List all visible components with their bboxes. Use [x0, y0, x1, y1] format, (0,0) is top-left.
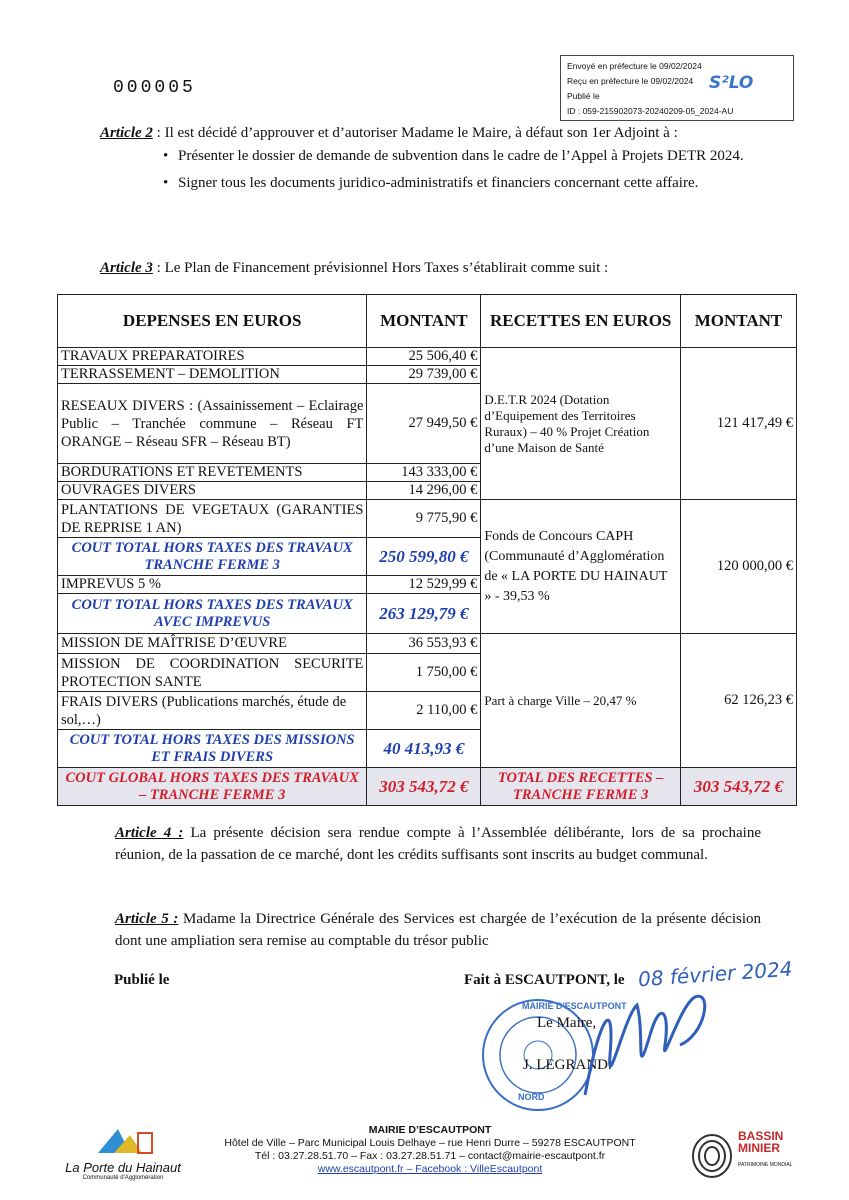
bassin-minier-sub: PATRIMOINE MONDIAL	[738, 1162, 793, 1168]
publie-le: Publié le	[114, 972, 170, 988]
table-header-row	[58, 295, 797, 348]
expense-subtotal-label: COUT TOTAL HORS TAXES DES TRAVAUX TRANCHE FERME 3	[58, 538, 367, 576]
bassin-minier-logo	[690, 1128, 800, 1184]
expense-subtotal-amount: 40 413,93 €	[367, 730, 481, 768]
recette-amount: 62 126,23 €	[681, 634, 797, 768]
article-5	[115, 908, 761, 952]
expense-label: TERRASSEMENT – DEMOLITION	[58, 366, 367, 384]
expense-subtotal-label: COUT TOTAL HORS TAXES DES MISSIONS ET FRAIS DIVERS	[58, 730, 367, 768]
seal-bottom-text: NORD	[518, 1092, 545, 1102]
article-2-label: Article 2	[100, 125, 153, 141]
recette-label: Part à charge Ville – 20,47 %	[481, 634, 681, 768]
article-3-text: : Le Plan de Financement prévisionnel Hors Taxes s’établirait comme suit :	[152, 260, 609, 276]
stamp-published: Publié le	[567, 91, 600, 101]
article-3-label: Article 3	[100, 260, 153, 276]
table-row	[58, 500, 797, 538]
article-5-text: Madame la Directrice Générale des Services est chargée de l’exécution de la présente décision dont une ampliation sera remise au comptable du trésor public	[115, 911, 761, 949]
list-item: • Signer tous les documents juridico-administratifs et financiers concernant cette affaire.	[178, 173, 760, 194]
expense-amount: 143 333,00 €	[367, 464, 481, 482]
article-2	[100, 123, 760, 200]
header-depenses: DEPENSES EN EUROS	[58, 295, 367, 348]
stamp-signature: S²LO	[709, 73, 754, 93]
expense-amount: 1 750,00 €	[367, 654, 481, 692]
expense-amount: 36 553,93 €	[367, 634, 481, 654]
expense-amount: 2 110,00 €	[367, 692, 481, 730]
la-porte-du-hainaut-logo	[48, 1125, 198, 1181]
footer-contact: Tél : 03.27.28.51.70 – Fax : 03.27.28.51.71 – contact@mairie-escautpont.fr	[254, 1150, 606, 1162]
article-3	[100, 258, 760, 279]
footer-address: Hôtel de Ville – Parc Municipal Louis Delhaye – rue Henri Durre – 59278 ESCAUTPONT	[224, 1137, 636, 1149]
global-expense-amount: 303 543,72 €	[367, 768, 481, 806]
footer-title: MAIRIE D’ESCAUTPONT	[368, 1124, 492, 1136]
expense-label: FRAIS DIVERS (Publications marchés, étude de sol,…)	[58, 692, 367, 730]
hainaut-logo-icon	[88, 1125, 158, 1155]
expense-subtotal-amount: 250 599,80 €	[367, 538, 481, 576]
table-row	[58, 634, 797, 654]
stamp-sent: Envoyé en préfecture le 09/02/2024	[567, 61, 702, 71]
handwritten-date: 08 février 2024	[637, 956, 794, 992]
recette-label: D.E.T.R 2024 (Dotation d’Equipement des Territoires Ruraux) – 40 % Projet Création d’une Maison de Santé	[481, 348, 681, 500]
expense-label: MISSION DE COORDINATION SECURITE PROTECTION SANTE	[58, 654, 367, 692]
global-expense-label: COUT GLOBAL HORS TAXES DES TRAVAUX – TRANCHE FERME 3	[58, 768, 367, 806]
fingerprint-icon	[690, 1132, 734, 1180]
article-2-list	[160, 146, 760, 194]
stamp-received: Reçu en préfecture le 09/02/2024	[567, 76, 694, 86]
expense-label: IMPREVUS 5 %	[58, 576, 367, 594]
signatory-name: J. LEGRAND.	[523, 1057, 612, 1073]
article-4	[115, 822, 761, 866]
expense-label: BORDURATIONS ET REVETEMENTS	[58, 464, 367, 482]
article-4-text: La présente décision sera rendue compte à l’Assemblée délibérante, lors de sa prochaine réunion, de la passation de ce marché, dont les crédits suffisants sont inscrits au budget communal.	[115, 825, 761, 863]
signatory-role: Le Maire,	[537, 1015, 597, 1031]
expense-subtotal-label: COUT TOTAL HORS TAXES DES TRAVAUX AVEC IMPREVUS	[58, 594, 367, 634]
table-row	[58, 348, 797, 366]
header-montant-recettes: MONTANT	[681, 295, 797, 348]
article-4-label: Article 4 :	[115, 825, 184, 841]
expense-label: MISSION DE MAÎTRISE D’ŒUVRE	[58, 634, 367, 654]
header-montant-depenses: MONTANT	[367, 295, 481, 348]
list-item: • Présenter le dossier de demande de subvention dans le cadre de l’Appel à Projets DETR 2024.	[178, 146, 760, 167]
expense-amount: 9 775,90 €	[367, 500, 481, 538]
recette-label: Fonds de Concours CAPH (Communauté d’Agglomération de « LA PORTE DU HAINAUT » - 39,53 %	[481, 500, 681, 634]
footer-web-link[interactable]: www.escautpont.fr – Facebook : VilleEscautpont	[317, 1163, 543, 1175]
article-5-label: Article 5 :	[115, 911, 179, 927]
handwritten-signature	[565, 975, 715, 1110]
header-recettes: RECETTES EN EUROS	[481, 295, 681, 348]
expense-label: OUVRAGES DIVERS	[58, 482, 367, 500]
expense-amount: 29 739,00 €	[367, 366, 481, 384]
prefecture-stamp	[560, 55, 794, 121]
recette-amount: 121 417,49 €	[681, 348, 797, 500]
expense-amount: 12 529,99 €	[367, 576, 481, 594]
fait-a: Fait à ESCAUTPONT, le	[464, 972, 625, 988]
bassin-minier-name: BASSIN MINIER	[738, 1129, 784, 1155]
hainaut-logo-name: La Porte du Hainaut	[65, 1160, 181, 1175]
recette-amount: 120 000,00 €	[681, 500, 797, 634]
article-2-text: : Il est décidé d’approuver et d’autoriser Madame le Maire, à défaut son 1er Adjoint à :	[152, 125, 678, 141]
table-total-row	[58, 768, 797, 806]
expense-label: PLANTATIONS DE VEGETAUX (GARANTIES DE REPRISE 1 AN)	[58, 500, 367, 538]
hainaut-logo-sub: Communauté d'Agglomération	[82, 1175, 164, 1181]
footer	[200, 1124, 660, 1176]
expense-label: RESEAUX DIVERS : (Assainissement – Eclairage Public – Tranchée commune – Réseau FT ORANGE – Réseau SFR – Réseau BT)	[58, 384, 367, 464]
financing-table	[57, 294, 797, 806]
global-recette-label: TOTAL DES RECETTES – TRANCHE FERME 3	[481, 768, 681, 806]
expense-subtotal-amount: 263 129,79 €	[367, 594, 481, 634]
global-recette-amount: 303 543,72 €	[681, 768, 797, 806]
document-number: 000005	[113, 78, 196, 98]
stamp-id: ID : 059-215902073-20240209-05_2024-AU	[567, 106, 734, 116]
expense-amount: 25 506,40 €	[367, 348, 481, 366]
expense-amount: 14 296,00 €	[367, 482, 481, 500]
expense-amount: 27 949,50 €	[367, 384, 481, 464]
expense-label: TRAVAUX PREPARATOIRES	[58, 348, 367, 366]
seal-top-text: MAIRIE D'ESCAUTPONT	[522, 1001, 627, 1011]
